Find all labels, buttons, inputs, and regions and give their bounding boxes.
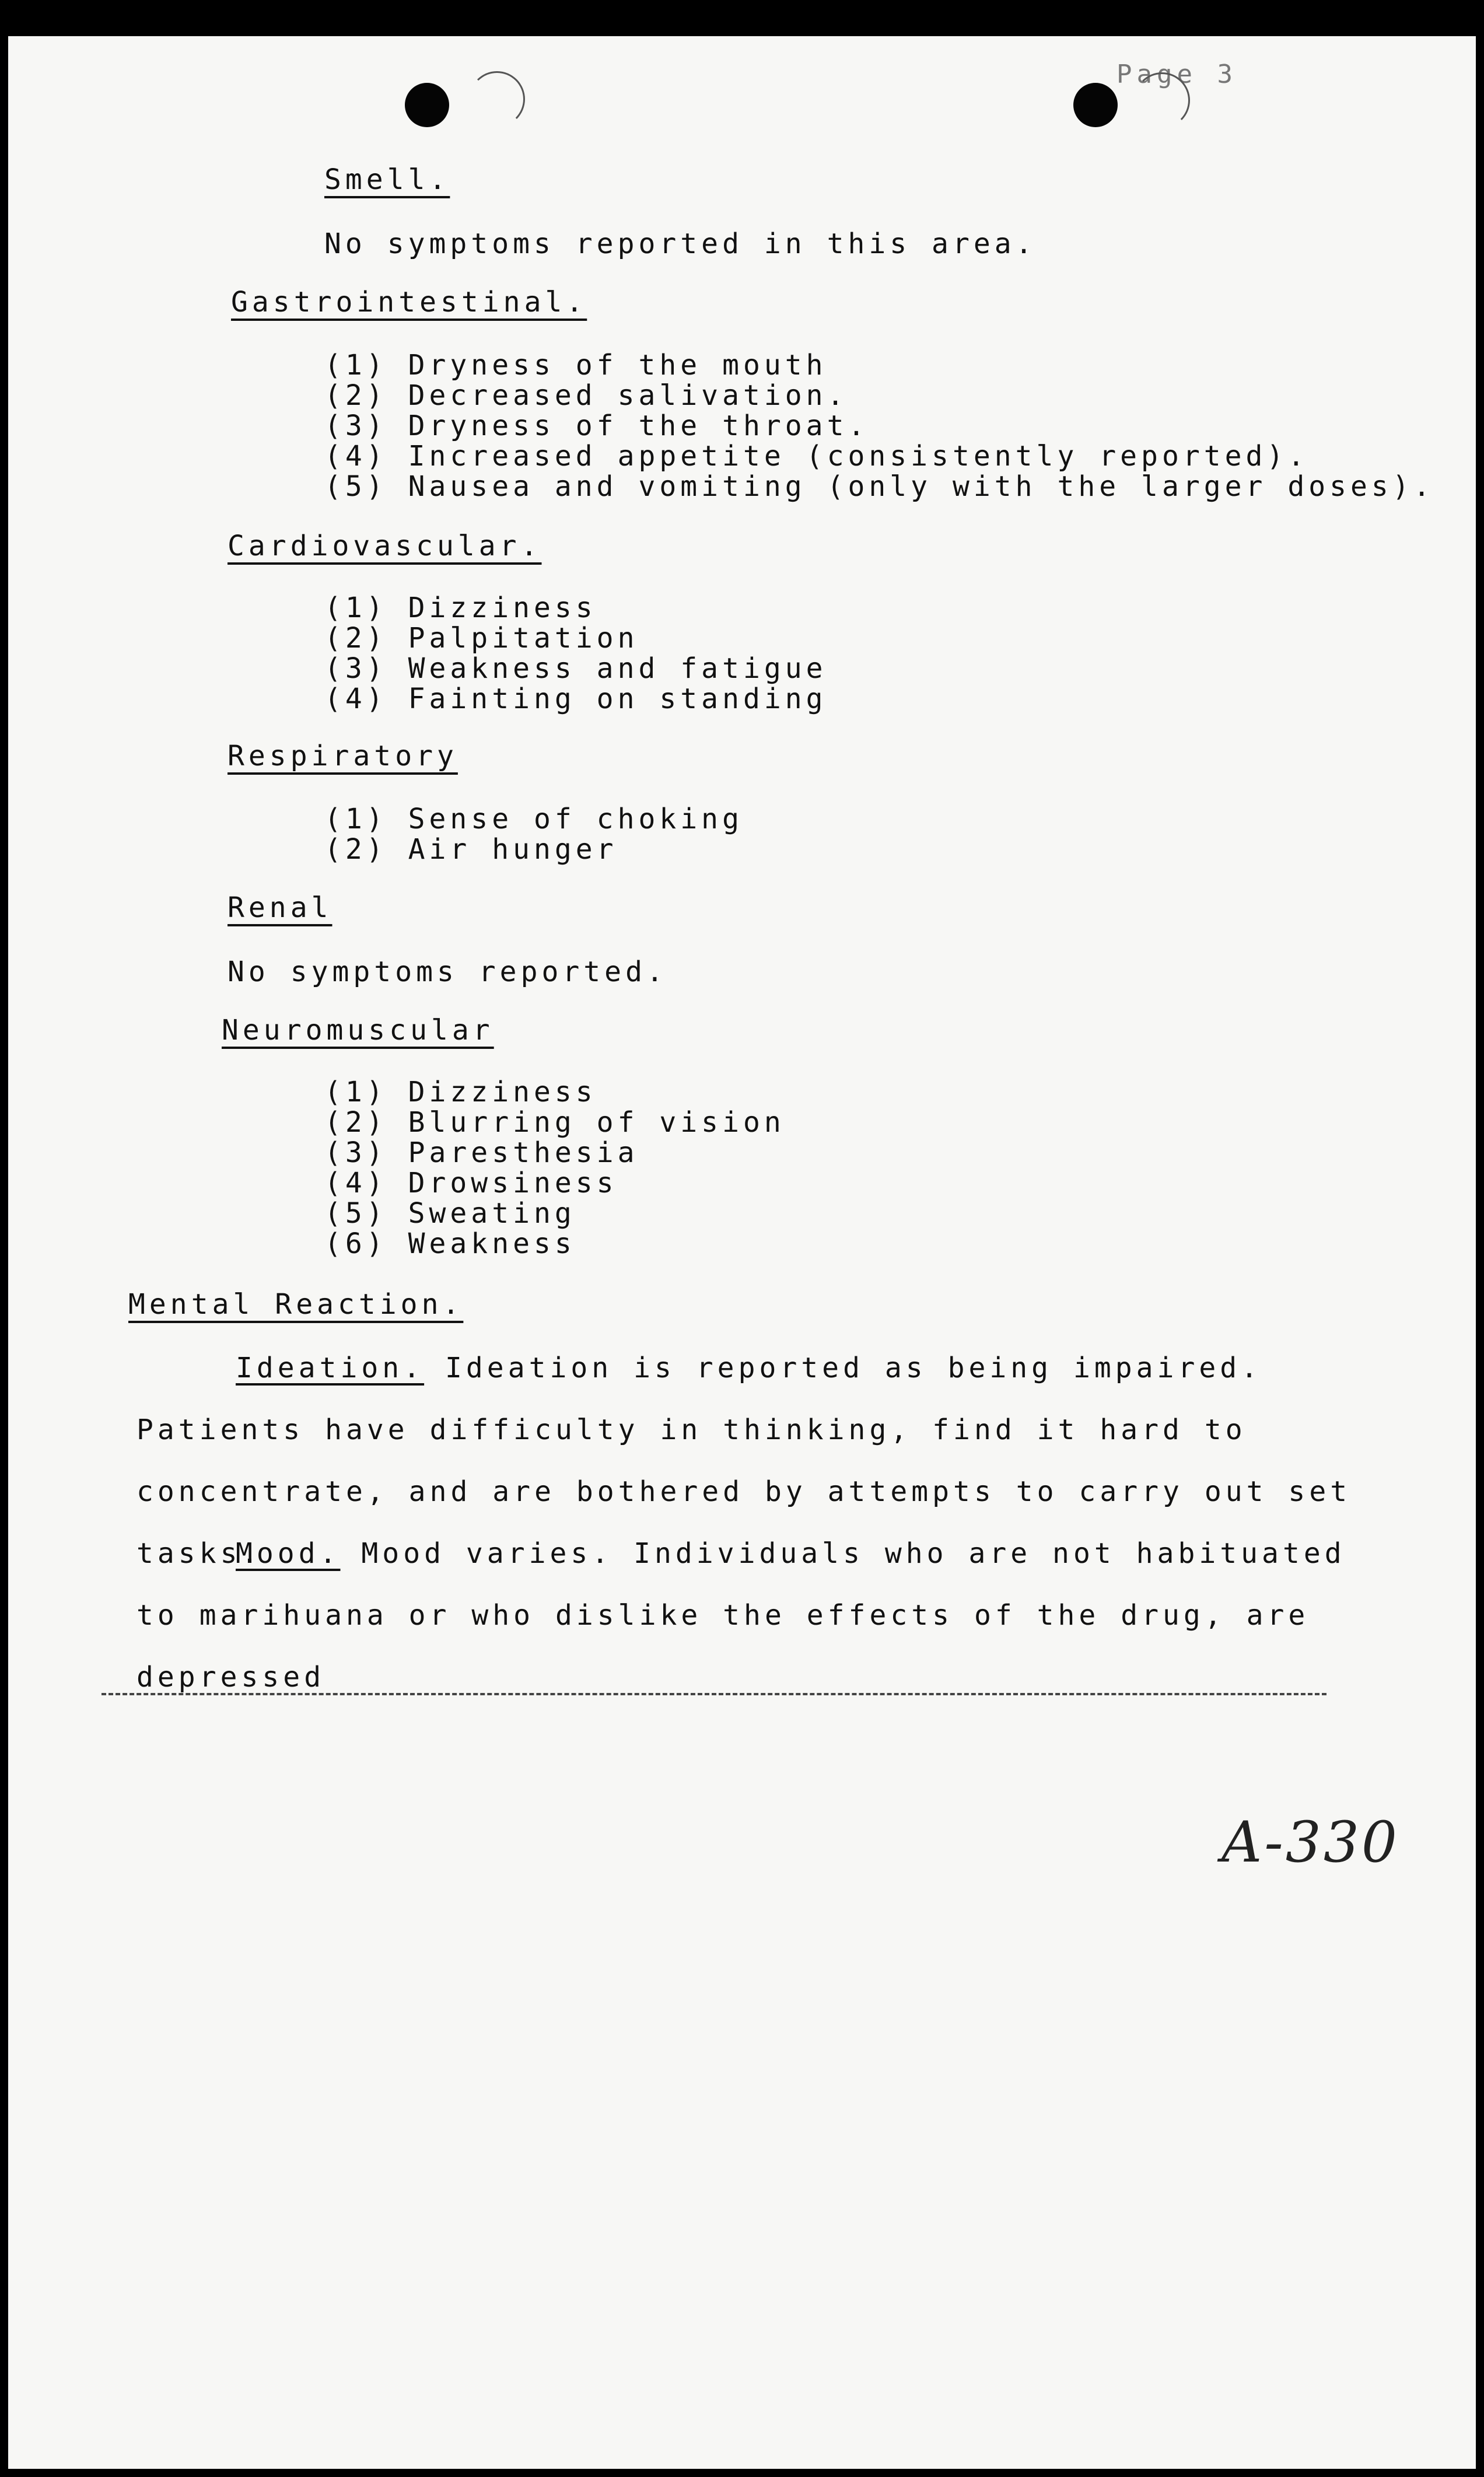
list-item: (2) Blurring of vision bbox=[324, 1106, 785, 1139]
list-item: (2) Air hunger bbox=[324, 833, 618, 866]
list-item: (4) Drowsiness bbox=[324, 1167, 618, 1199]
list-item: (4) Fainting on standing bbox=[324, 683, 827, 715]
list-item: (2) Decreased salivation. bbox=[324, 379, 848, 412]
mental-reaction-heading: Mental Reaction. bbox=[128, 1288, 464, 1321]
punch-hole-left bbox=[405, 83, 449, 127]
neuromuscular-list bbox=[324, 1077, 785, 1259]
ideation-text: Ideation is reported as being impaired. Patients have difficulty in thinking, find it hard to concentrate, and are bothered by attempts to carry out set tasks. bbox=[136, 1352, 1352, 1570]
neuromuscular-heading: Neuromuscular bbox=[222, 1014, 494, 1047]
gastrointestinal-list bbox=[324, 350, 1434, 502]
list-item: (6) Weakness bbox=[324, 1227, 576, 1260]
list-item: (5) Sweating bbox=[324, 1197, 576, 1230]
list-item: (1) Sense of choking bbox=[324, 803, 743, 835]
list-item: (1) Dizziness bbox=[324, 592, 597, 624]
renal-text: No symptoms reported. bbox=[228, 956, 667, 988]
smell-text: No symptoms reported in this area. bbox=[324, 228, 1037, 260]
list-item: (1) Dizziness bbox=[324, 1076, 597, 1108]
list-item: (1) Dryness of the mouth bbox=[324, 349, 827, 382]
smell-heading: Smell. bbox=[324, 163, 450, 196]
respiratory-list bbox=[324, 804, 743, 865]
document-page bbox=[8, 36, 1476, 2469]
cardiovascular-list bbox=[324, 593, 827, 714]
punch-ring-right bbox=[1134, 72, 1190, 128]
page-divider bbox=[102, 1693, 1326, 1695]
mood-label: Mood. bbox=[236, 1537, 341, 1570]
list-item: (3) Dryness of the throat. bbox=[324, 410, 869, 442]
list-item: (4) Increased appetite (consistently reported). bbox=[324, 440, 1309, 473]
list-item: (5) Nausea and vomiting (only with the larger doses). bbox=[324, 470, 1434, 503]
page-number: Page 3 bbox=[1116, 60, 1237, 89]
list-item: (2) Palpitation bbox=[324, 622, 639, 655]
renal-heading: Renal bbox=[228, 891, 332, 924]
gastrointestinal-heading: Gastrointestinal. bbox=[231, 286, 587, 319]
cardiovascular-heading: Cardiovascular. bbox=[228, 530, 542, 562]
mood-text: Mood varies. Individuals who are not habituated to marihuana or who dislike the effects of the drug, are depressed bbox=[136, 1537, 1346, 1694]
list-item: (3) Paresthesia bbox=[324, 1136, 639, 1169]
list-item: (3) Weakness and fatigue bbox=[324, 652, 827, 685]
ideation-label: Ideation. bbox=[236, 1352, 425, 1384]
handwritten-note: A-330 bbox=[1222, 1810, 1399, 1875]
mood-paragraph bbox=[136, 1523, 1362, 1708]
punch-ring-left bbox=[469, 71, 525, 127]
respiratory-heading: Respiratory bbox=[228, 740, 458, 772]
punch-hole-right bbox=[1073, 83, 1118, 127]
